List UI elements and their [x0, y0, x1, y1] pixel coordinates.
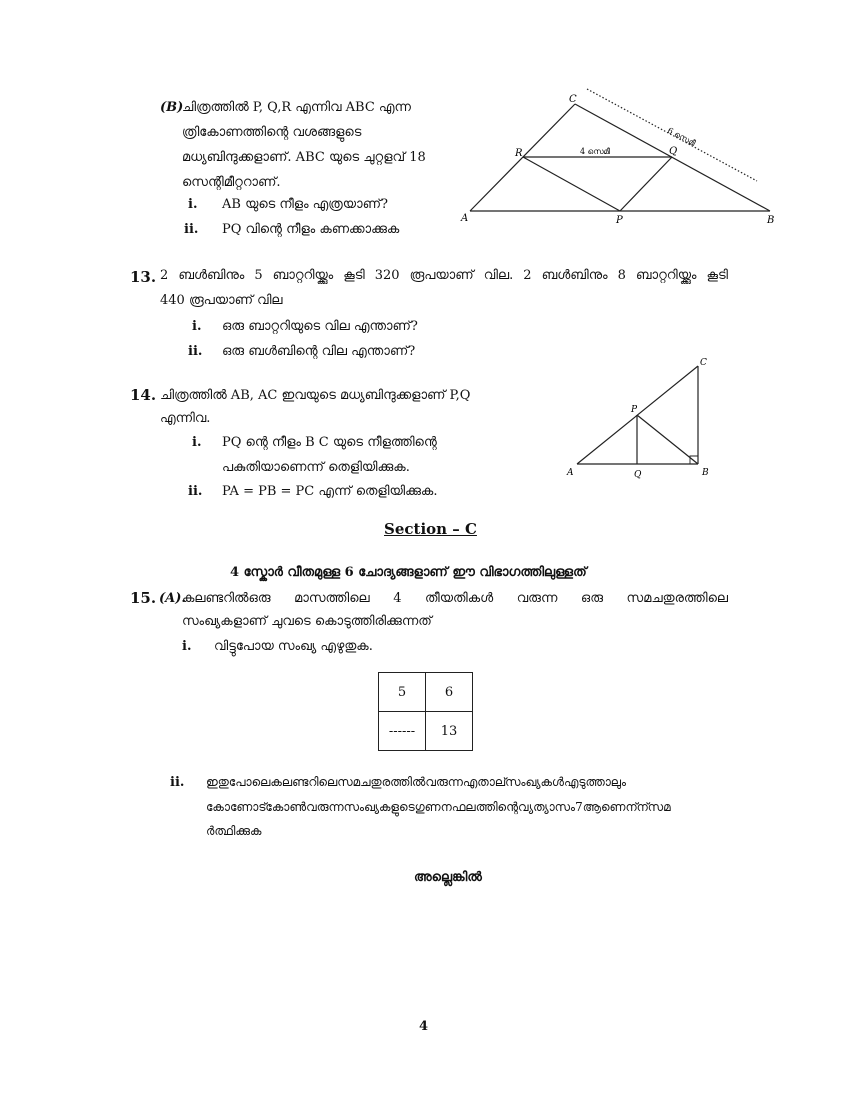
- vertex-q-label: Q: [634, 470, 642, 480]
- segment-pb: [637, 415, 698, 464]
- word: 320: [374, 268, 400, 283]
- vertex-p-label: P: [616, 215, 623, 226]
- question-13-ii-text: ഒരു ബൾബിന്റെ വില എന്താണ്?: [222, 344, 416, 359]
- vertex-p-label: P: [631, 405, 638, 415]
- section-title: Section – C: [384, 520, 477, 538]
- question-b-line-2: ത്രികോണത്തിന്റെ വശങ്ങളുടെ: [182, 125, 362, 140]
- vertex-r-label: R: [515, 148, 523, 159]
- question-15-number: 15.: [130, 589, 157, 607]
- question-14-line-2: എന്നിവ.: [160, 411, 211, 426]
- word: കൂടി: [343, 268, 365, 283]
- question-14-i-text-1: PQ ന്റെ നീളം B C യുടെ നീളത്തിന്റെ: [222, 435, 437, 450]
- question-13-ii-label: ii.: [188, 344, 203, 359]
- question-b-i-label: i.: [188, 197, 198, 212]
- word: 2: [523, 268, 532, 283]
- question-15-i-text: വിട്ടുപോയ സംഖ്യ എഴുതുക.: [214, 639, 373, 654]
- or-text: അല്ലെങ്കിൽ: [414, 870, 482, 885]
- vertex-a-label: A: [461, 213, 469, 224]
- question-14-line-1: ചിത്രത്തിൽ AB, AC ഇവയുടെ മധ്യബിന്ദുക്കളാണ് P,Q: [160, 388, 471, 403]
- question-15-ii-line-2: കോണോട്കോൺവരുന്നസംഖ്യകളുടെഗുണനഫലത്തിന്റെവ്യത്യാസം7ആണെന്ന്സമ: [206, 800, 671, 814]
- question-15-i-label: i.: [182, 639, 192, 654]
- word: രൂപയാണ്: [409, 268, 474, 283]
- word: സമചതുരത്തിലെ: [626, 591, 728, 606]
- word: 5: [254, 268, 263, 283]
- word: 8: [617, 268, 626, 283]
- question-b-label: (B): [160, 100, 184, 115]
- question-13-i-label: i.: [192, 319, 202, 334]
- word: ഒരു: [580, 591, 603, 606]
- question-b-line-3: മധ്യബിന്ദുക്കളാണ്. ABC യുടെ ചുറ്റളവ് 18: [182, 150, 426, 165]
- page-number: 4: [419, 1019, 429, 1034]
- right-triangle-figure: [562, 355, 722, 485]
- table-cell: 5: [379, 673, 426, 712]
- vertex-b-label: B: [702, 468, 709, 478]
- word: ബാറ്ററിയ്ക്കും: [272, 268, 334, 283]
- table-cell: 6: [426, 673, 473, 712]
- vertex-c-label: C: [569, 94, 577, 105]
- segment-pq: [620, 157, 672, 211]
- table-row: [379, 673, 473, 712]
- segment-rp: [523, 157, 620, 211]
- question-b-ii-text: PQ വിന്റെ നീളം കണക്കാക്കുക: [222, 222, 400, 237]
- question-15-ii-line-3: ർത്ഥിക്കുക: [206, 824, 262, 838]
- question-15-ii-line-1: ഇതുപോലെകലണ്ടറിലെസമചതുരത്തിൽവരുന്നഎതാല്സംഖ്യകൾഎടുത്താലും: [206, 775, 627, 789]
- calendar-square-table: [378, 672, 473, 751]
- word: വരുന്ന: [516, 591, 558, 606]
- word: ബൾബിനും: [178, 268, 245, 283]
- question-13-line-1: [160, 268, 728, 283]
- question-b-line-4: സെന്റിമീറ്ററാണ്.: [182, 175, 281, 190]
- table-cell: ------: [379, 712, 426, 751]
- word: 4: [393, 591, 402, 606]
- vertex-c-label: C: [700, 358, 707, 368]
- table-cell: 13: [426, 712, 473, 751]
- question-b-i-text: AB യുടെ നീളം എത്രയാണ്?: [222, 197, 388, 212]
- word: 2: [160, 268, 169, 283]
- question-15-a-label: (A).: [159, 591, 186, 606]
- word: തീയതികൾ: [425, 591, 494, 606]
- question-14-ii-label: ii.: [188, 484, 203, 499]
- question-14-i-text-2: പകുതിയാണെന്ന് തെളിയിക്കുക.: [222, 460, 410, 475]
- word: മാസത്തിലെ: [294, 591, 370, 606]
- vertex-b-label: B: [767, 215, 775, 226]
- word: കൂടി: [706, 268, 728, 283]
- question-15-line-2: സംഖ്യകളാണ് ചുവടെ കൊടുത്തിരിക്കുന്നത്: [182, 614, 432, 629]
- question-13-line-2: 440 രൂപയാണ് വില: [160, 293, 283, 308]
- triangle-midpoint-figure: [455, 84, 785, 230]
- question-14-ii-text: PA = PB = PC എന്ന് തെളിയിക്കുക.: [222, 484, 438, 499]
- rq-length-label: 4 സെമീ: [580, 147, 611, 156]
- cb-length-label: 6 സെമീ: [666, 125, 697, 148]
- word: കലണ്ടറിൽഒരു: [182, 591, 271, 606]
- question-15-line-1: [182, 591, 728, 606]
- question-14-i-label: i.: [192, 435, 202, 450]
- question-13-i-text: ഒരു ബാറ്ററിയുടെ വില എന്താണ്?: [222, 319, 418, 334]
- section-subtitle: 4 സ്കോർ വീതമുള്ള 6 ചോദ്യങ്ങളാണ് ഈ വിഭാഗത്തിലുള്ളത്: [230, 565, 587, 580]
- question-b-line-1: ചിത്രത്തിൽ P, Q,R എന്നിവ ABC എന്ന: [182, 100, 411, 115]
- question-b-ii-label: ii.: [184, 222, 199, 237]
- question-14-number: 14.: [130, 386, 157, 404]
- word: വില.: [483, 268, 514, 283]
- question-15-ii-label: ii.: [170, 775, 185, 790]
- question-13-number: 13.: [130, 268, 157, 286]
- word: ബൾബിനും: [541, 268, 608, 283]
- table-row: [379, 712, 473, 751]
- vertex-q-label: Q: [669, 146, 678, 157]
- vertex-a-label: A: [567, 468, 574, 478]
- word: ബാറ്ററിയ്ക്കും: [635, 268, 697, 283]
